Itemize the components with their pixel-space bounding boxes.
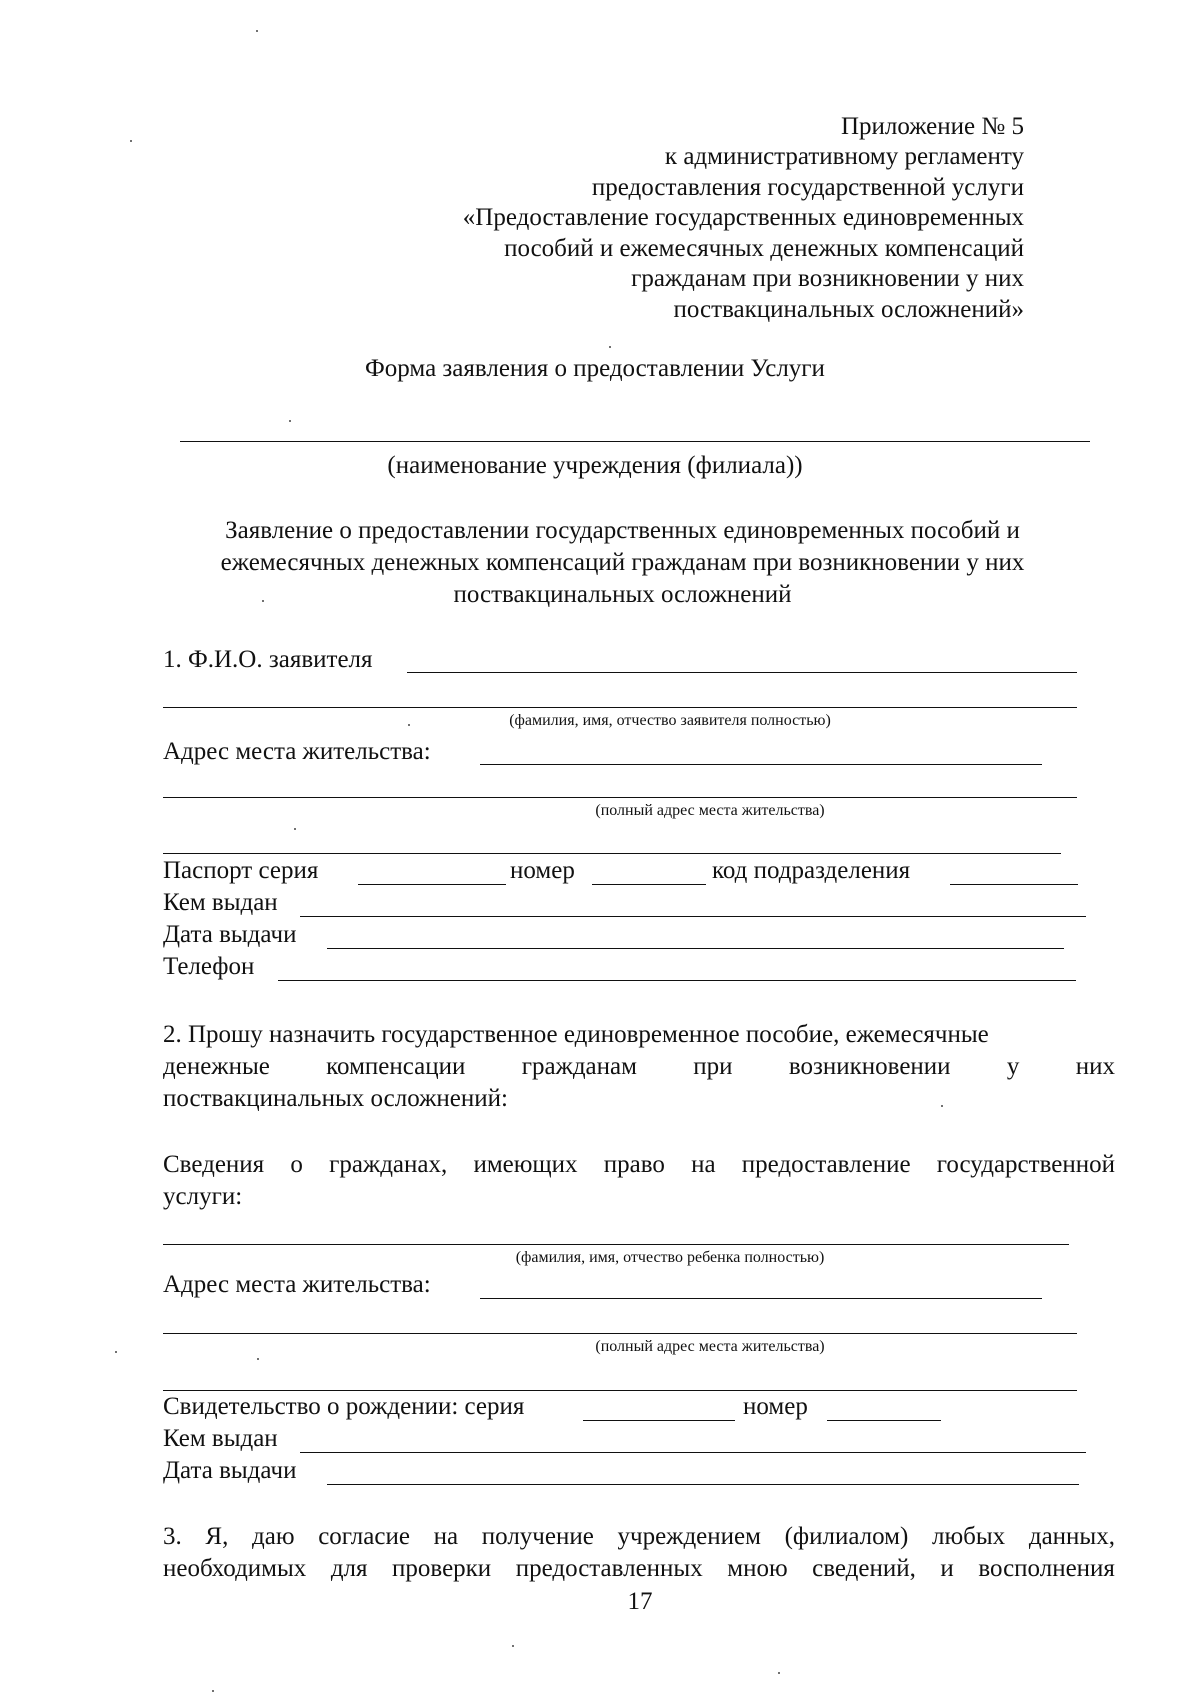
child-fio-field[interactable] xyxy=(163,1244,1069,1245)
passport-division-label: код подразделения xyxy=(712,857,911,884)
scan-speck xyxy=(609,346,611,348)
section3-justified-line xyxy=(163,1522,1115,1552)
scan-speck xyxy=(778,1672,780,1674)
word: даю xyxy=(252,1523,295,1550)
birth-cert-number-field[interactable] xyxy=(827,1420,941,1421)
passport-division-field[interactable] xyxy=(950,884,1078,885)
applicant-fio-caption: (фамилия, имя, отчество заявителя полностью) xyxy=(509,712,831,729)
phone-label: Телефон xyxy=(163,953,255,980)
word: предоставление xyxy=(741,1151,911,1178)
child-issued-by-label: Кем выдан xyxy=(163,1425,278,1452)
word: них xyxy=(1075,1053,1115,1080)
child-address-label: Адрес места жительства: xyxy=(163,1271,431,1298)
child-issue-date-field[interactable] xyxy=(327,1484,1079,1485)
word: на xyxy=(691,1151,716,1178)
word: согласие xyxy=(318,1523,410,1550)
word: (филиалом) xyxy=(784,1523,909,1550)
word: гражданах, xyxy=(329,1151,448,1178)
applicant-address-field[interactable] xyxy=(480,764,1042,765)
issued-by-label: Кем выдан xyxy=(163,889,278,916)
form-title: Форма заявления о предоставлении Услуги xyxy=(365,355,825,382)
statement-line: ежемесячных денежных компенсаций гражданам при возникновении у них xyxy=(220,549,1025,576)
scan-speck xyxy=(289,420,291,422)
applicant-fio-field-2[interactable] xyxy=(163,707,1077,708)
citizens-justified-line xyxy=(163,1150,1115,1180)
issue-date-label: Дата выдачи xyxy=(163,921,297,948)
appendix-line: к административному регламенту xyxy=(664,143,1024,170)
issued-by-field[interactable] xyxy=(300,916,1086,917)
scan-speck xyxy=(130,140,132,142)
scan-speck xyxy=(941,1105,943,1107)
child-address-caption: (полный адрес места жительства) xyxy=(595,1338,825,1355)
section3-justified-line xyxy=(163,1554,1115,1584)
word: компенсации xyxy=(326,1053,466,1080)
word: возникновении xyxy=(788,1053,951,1080)
page-number: 17 xyxy=(627,1588,653,1615)
word: на xyxy=(433,1523,459,1550)
word: учреждением xyxy=(617,1523,761,1550)
child-address-field-2[interactable] xyxy=(163,1333,1077,1334)
child-fio-caption: (фамилия, имя, отчество ребенка полностью) xyxy=(515,1249,825,1266)
citizens-line: услуги: xyxy=(163,1183,243,1210)
applicant-fio-field[interactable] xyxy=(407,672,1077,673)
word: и xyxy=(940,1555,954,1582)
scan-speck xyxy=(257,1358,259,1360)
word: мною xyxy=(727,1555,788,1582)
applicant-address-label: Адрес места жительства: xyxy=(163,738,431,765)
word: данных, xyxy=(1028,1523,1115,1550)
birth-cert-series-field[interactable] xyxy=(583,1420,735,1421)
word: денежные xyxy=(163,1053,270,1080)
applicant-address-field-2[interactable] xyxy=(163,797,1077,798)
word: о xyxy=(290,1151,303,1178)
applicant-address-caption: (полный адрес места жительства) xyxy=(595,802,825,819)
appendix-line: поствакцинальных осложнений» xyxy=(673,296,1024,323)
section2-justified-line xyxy=(163,1052,1115,1082)
appendix-number: Приложение № 5 xyxy=(840,113,1024,140)
child-issue-date-label: Дата выдачи xyxy=(163,1457,297,1484)
passport-series-label: Паспорт серия xyxy=(163,857,319,884)
child-issued-by-field[interactable] xyxy=(300,1452,1086,1453)
section2-line: поствакцинальных осложнений: xyxy=(163,1085,508,1112)
word: для xyxy=(330,1555,368,1582)
applicant-fio-label: 1. Ф.И.О. заявителя xyxy=(163,646,373,673)
child-address-field-3[interactable] xyxy=(163,1390,1077,1391)
word: гражданам xyxy=(521,1053,637,1080)
passport-number-label: номер xyxy=(510,857,575,884)
word: у xyxy=(1006,1053,1020,1080)
word: государственной xyxy=(936,1151,1115,1178)
word: сведений, xyxy=(812,1555,916,1582)
appendix-line: «Предоставление государственных единовременных xyxy=(462,204,1024,231)
appendix-line: пособий и ежемесячных денежных компенсаций xyxy=(504,235,1024,262)
passport-series-field[interactable] xyxy=(358,884,506,885)
birth-cert-label: Свидетельство о рождении: серия xyxy=(163,1393,525,1420)
word: имеющих xyxy=(473,1151,578,1178)
word: получение xyxy=(481,1523,594,1550)
word: необходимых xyxy=(163,1555,307,1582)
applicant-address-field-3[interactable] xyxy=(163,853,1061,854)
scan-speck xyxy=(115,1351,117,1353)
word: право xyxy=(603,1151,665,1178)
scan-speck xyxy=(294,828,296,830)
passport-number-field[interactable] xyxy=(592,884,706,885)
word: 3. xyxy=(163,1523,182,1550)
phone-field[interactable] xyxy=(278,980,1076,981)
scan-speck xyxy=(212,1690,214,1692)
scan-speck xyxy=(408,724,410,726)
scan-speck xyxy=(262,600,264,602)
child-address-field[interactable] xyxy=(480,1298,1042,1299)
word: Я, xyxy=(205,1523,229,1550)
scan-speck xyxy=(256,30,258,32)
scan-speck xyxy=(512,1645,514,1647)
word: при xyxy=(693,1053,733,1080)
institution-caption: (наименование учреждения (филиала)) xyxy=(387,452,803,479)
appendix-line: предоставления государственной услуги xyxy=(591,174,1024,201)
statement-line: Заявление о предоставлении государственных единовременных пособий и xyxy=(225,517,1020,544)
institution-field[interactable] xyxy=(180,441,1090,442)
appendix-line: гражданам при возникновении у них xyxy=(631,265,1024,292)
word: любых xyxy=(932,1523,1006,1550)
word: восполнения xyxy=(978,1555,1115,1582)
birth-number-label: номер xyxy=(743,1393,808,1420)
issue-date-field[interactable] xyxy=(327,948,1064,949)
word: предоставленных xyxy=(515,1555,703,1582)
statement-line: поствакцинальных осложнений xyxy=(453,581,792,608)
word: проверки xyxy=(392,1555,492,1582)
section2-line: 2. Прошу назначить государственное единовременное пособие, ежемесячные xyxy=(163,1021,989,1048)
word: Сведения xyxy=(163,1151,265,1178)
